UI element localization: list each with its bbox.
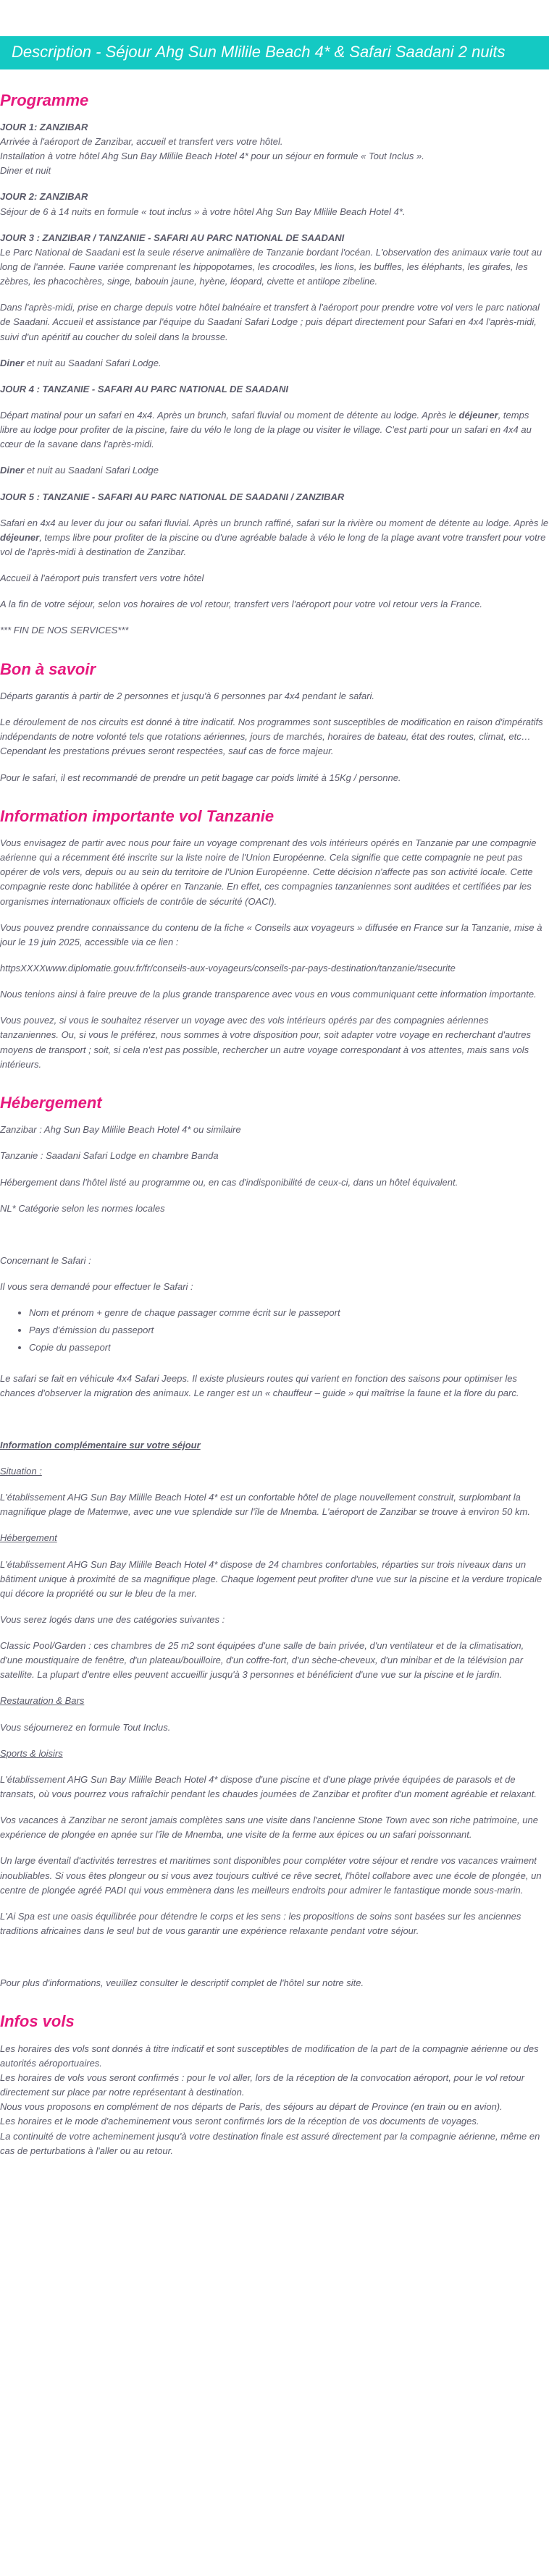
info-vol-p1: Vous envisagez de partir avec nous pour faire un voyage comprenant des vols intérieurs opérés en Tanzanie par une compagnie aérienne qui a récemment été inscrite sur la liste noire de l'Union Européenne. Cela signifie que cette compagnie ne peut pas opérer de vols vers, depuis ou au sein du territoire de l'Union Européenne. Cette décision n'affecte pas son activité locale. Cette compagnie reste donc habilitée à opérer en Tanzanie. En effet, ces compagnies tanzaniennes sont auditées et certifiées par les organismes internationaux officiels de contrôle de sécurité (OACI). <box>0 837 537 907</box>
restauration-paragraph: Vous séjournerez en formule Tout Inclus. <box>0 1721 171 1733</box>
day-4-p1-a: Départ matinal pour un safari en 4x4. Après un brunch, safari fluvial ou moment de détente au lodge. Après le <box>0 410 459 421</box>
day-3 <box>0 231 549 290</box>
day-4-dinner-text: et nuit au Saadani Safari Lodge <box>24 465 159 476</box>
sports-p3: Un large éventail d'activités terrestres et maritimes sont disponibles pour compléter votre séjour et rendre vos vacances vraiment inoubliables. Si vous êtes plongeur ou si vous avez toujours cultivé ce rêve secret, l'hôtel collabore avec une école de plongée, un centre de plongée agréé PADI qui vous emmènera dans les meilleurs endroits pour admirer le fantastique monde sous-marin. <box>0 1855 542 1896</box>
spacer <box>0 1412 549 1438</box>
list-item: • Pays d'émission du passeport <box>29 1323 549 1338</box>
list-item: • Nom et prénom + genre de chaque passager comme écrit sur le passeport <box>29 1306 549 1320</box>
safari-intro: Il vous sera demandé pour effectuer le Safari : <box>0 1280 193 1292</box>
hebergement-sub-p3: Classic Pool/Garden : ces chambres de 25 m2 sont équipées d'une salle de bain privée, d'un ventilateur et de la climatisation, d'une moustiquaire de fenêtre, d'un plateau/bouilloire, d'un coffre-fort, d'un sèche-cheveux, d'un minibar et de la télévision par satellite. La plupart d'entre elles peuvent accueillir jusqu'à 3 personnes et bénéficient d'une vue sur la piscine et le jardin. <box>0 1640 524 1681</box>
safari-requirements-list <box>0 1306 549 1355</box>
situation-title: Situation : <box>0 1465 42 1477</box>
situation-paragraph: L'établissement AHG Sun Bay Mlilile Beach Hotel 4* est un confortable hôtel de plage nouvellement construit, surplombant la magnifique plage de Matemwe, avec une vue splendide sur l'île de Mnemba. L'aéroport de Zanzibar se trouve à environ 50 km. <box>0 1492 530 1518</box>
day-3-title: JOUR 3 : ZANZIBAR / TANZANIE - SAFARI AU PARC NATIONAL DE SAADANI <box>0 232 345 243</box>
sports-p1: L'établissement AHG Sun Bay Mlilile Beach Hotel 4* dispose d'une piscine et d'une plage privée équipées de parasols et de transats, où vous pourrez vous rafraîchir pendant les chaudes journées de Zanzibar et profiter d'un moment agréable et relaxant. <box>0 1773 537 1800</box>
infos-vols-line-4: Les horaires et le mode d'acheminement vous seront confirmés lors de la réception de vos documents de voyages. <box>0 2116 479 2127</box>
infos-vols-line-1: Les horaires des vols sont donnés à titre indicatif et sont susceptibles de modification de la part de la compagnie aérienne ou des autorités aéroportuaires. <box>0 2043 539 2069</box>
day-4-paragraph-1 <box>0 408 549 452</box>
day-4-p1-b: , temps libre au lodge pour profiter de la piscine, faire du vélo le long de la plage ou visiter le village. C'est parti pour un safari en 4x4 au cœur de la savane dans l'après-midi. <box>0 410 532 450</box>
day-4-title: JOUR 4 : TANZANIE - SAFARI AU PARC NATIONAL DE SAADANI <box>0 383 288 394</box>
day-5-p1-lead: déjeuner <box>0 531 40 543</box>
bon-a-savoir-p3: Pour le safari, il est recommandé de prendre un petit bagage car poids limité à 15Kg / personne. <box>0 772 401 783</box>
day-4-p1-lead: déjeuner <box>458 410 498 421</box>
day-3-paragraph-1: Le Parc National de Saadani est la seule réserve animalière de Tanzanie bordant l'océan. L'observation des animaux varie tout au long de l'année. Faune variée comprenant les hippopotames, les crocodiles, les lions, les buffles, les éléphants, les girafes, les zèbres, les phacochères, singe, babouin jaune, hyène, léopard, civette et antilope zibeline. <box>0 246 542 287</box>
hebergement-heading: Hébergement <box>0 1093 102 1112</box>
infos-vols-heading: Infos vols <box>0 2012 75 2031</box>
list-item: • Copie du passeport <box>29 1340 549 1355</box>
programme-heading: Programme <box>0 90 89 109</box>
safari-paragraph: Le safari se fait en véhicule 4x4 Safari Jeeps. Il existe plusieurs routes qui varient en fonction des saisons pour optimiser les chances d'observer la migration des animaux. Le ranger est un « chauffeur – guide » qui maîtrise la faune et la flore du parc. <box>0 1372 519 1398</box>
infos-vols-line-3: Nous vous proposons en complément de nos départs de Paris, des séjours au départ de Province (en train ou en avion). <box>0 2101 503 2113</box>
hebergement-subtitle: Hébergement <box>0 1532 57 1544</box>
bon-a-savoir-p1: Départs garantis à partir de 2 personnes et jusqu'à 6 personnes par 4x4 pendant le safari. <box>0 690 375 701</box>
info-vol-p2: Vous pouvez prendre connaissance du contenu de la fiche « Conseils aux voyageurs » diffusée en France sur la Tanzanie, mise à jour le 19 juin 2025, accessible via ce lien : <box>0 921 542 947</box>
spacer <box>0 1228 549 1254</box>
day-3-dinner-text: et nuit au Saadani Safari Lodge. <box>24 357 162 368</box>
day-1 <box>0 120 549 179</box>
sports-p4: L'Ai Spa est une oasis équilibrée pour détendre le corps et les sens : les propositions de soins sont basées sur les anciennes traditions africaines dans le seul but de vous garantir une expérience relaxante pendant votre séjour. <box>0 1910 521 1937</box>
info-vol-link: httpsXXXXwww.diplomatie.gouv.fr/fr/conseils-aux-voyageurs/conseils-par-pays-destination/tanzanie/#securite <box>0 963 456 974</box>
hebergement-sub-p1: L'établissement AHG Sun Bay Mlilile Beach Hotel 4* dispose de 24 chambres confortables, réparties sur trois niveaux dans un bâtiment unique à proximité de sa magnifique plage. Chaque logement peut profiter d'une vue sur la piscine et la verdure tropicale qui décore la propriété ou sur le bleu de la mer. <box>0 1558 542 1599</box>
safari-title: Concernant le Safari : <box>0 1254 91 1266</box>
bon-a-savoir-p2: Le déroulement de nos circuits est donné à titre indicatif. Nos programmes sont susceptibles de modification en raison d'impératifs indépendants de notre volonté tels que rotations aériennes, jours de marchés, horaires de bateau, état des routes, climat, etc… Cependant les prestations prévues seront respectées, sauf cas de force majeur. <box>0 717 543 757</box>
day-5-p1-a: Safari en 4x4 au lever du jour ou safari fluvial. Après un brunch raffiné, safari sur la rivière ou moment de détente au lodge. Après le <box>0 517 549 528</box>
info-vol-p5: Vous pouvez, si vous le souhaitez réserver un voyage avec des vols intérieurs opérés par des compagnies aériennes tanzaniennes. Ou, si vous le préférez, nous sommes à votre disposition pour, soit adapter votre voyage en recherchant d'autres moyens de transport ; soit, si cela n'est pas possible, rechercher un autre voyage correspondant à vos attentes, mais sans vols intérieurs. <box>0 1015 532 1070</box>
day-5-paragraph-2: Accueil à l'aéroport puis transfert vers votre hôtel <box>0 573 204 584</box>
day-1-line-3: Diner et nuit <box>0 165 51 177</box>
day-2 <box>0 190 549 219</box>
infos-vols-line-5: La continuité de votre acheminement jusqu'à votre destination finale est assuré directement par la compagnie aérienne, même en cas de perturbations à l'aller ou au retour. <box>0 2130 540 2156</box>
hebergement-p4: NL* Catégorie selon les normes locales <box>0 1202 165 1214</box>
info-sejour-title: Information complémentaire sur votre séjour <box>0 1439 201 1450</box>
sports-title: Sports & loisirs <box>0 1747 63 1759</box>
day-3-dinner-lead: Diner <box>0 357 25 368</box>
day-1-line-1: Arrivée à l'aéroport de Zanzibar, accueil et transfert vers votre hôtel. <box>0 136 283 148</box>
spacer <box>0 1950 549 1976</box>
sports-p2: Vos vacances à Zanzibar ne seront jamais complètes sans une visite dans l'ancienne Stone Town avec son riche patrimoine, une expérience de plongée en apnée sur l'île de Mnemba, une visite de la ferme aux épices ou un safari poissonnant. <box>0 1815 538 1841</box>
hebergement-p3: Hébergement dans l'hôtel listé au programme ou, en cas d'indisponibilité de ceux-ci, dans un hôtel équivalent. <box>0 1176 458 1188</box>
infos-vols-line-2: Les horaires de vols vous seront confirmés : pour le vol aller, lors de la réception de la convocation aéroport, pour le vol retour directement sur place par notre représentant à destination. <box>0 2072 525 2098</box>
end-of-services: *** FIN DE NOS SERVICES*** <box>0 625 129 636</box>
day-5-p1-b: , temps libre pour profiter de la piscine ou d'une agréable balade à vélo le long de la plage avant votre transfert pour votre vol de l'après-midi à destination de Zanzibar. <box>0 531 546 557</box>
day-3-dinner <box>0 356 549 371</box>
day-5-title: JOUR 5 : TANZANIE - SAFARI AU PARC NATIONAL DE SAADANI / ZANZIBAR <box>0 491 345 502</box>
day-1-title: JOUR 1: ZANZIBAR <box>0 121 88 132</box>
hebergement-tanzanie: Tanzanie : Saadani Safari Lodge en chambre Banda <box>0 1150 219 1162</box>
day-1-line-2: Installation à votre hôtel Ahg Sun Bay Mlilile Beach Hotel 4* pour un séjour en formule « Tout Inclus ». <box>0 151 424 162</box>
day-4-dinner <box>0 463 549 478</box>
bon-a-savoir-heading: Bon à savoir <box>0 659 96 678</box>
day-2-title: JOUR 2: ZANZIBAR <box>0 191 88 203</box>
info-vol-p4: Nous tenions ainsi à faire preuve de la plus grande transparence avec vous en vous communiquant cette information importante. <box>0 989 537 1000</box>
infos-vols-block <box>0 2042 549 2158</box>
day-4-dinner-lead: Diner <box>0 465 25 476</box>
restauration-title: Restauration & Bars <box>0 1695 85 1707</box>
info-vol-tanzanie-heading: Information importante vol Tanzanie <box>0 806 274 825</box>
more-info: Pour plus d'informations, veuillez consulter le descriptif complet de l'hôtel sur notre site. <box>0 1977 364 1989</box>
page-title: Description - Séjour Ahg Sun Mlilile Beach 4* & Safari Saadani 2 nuits <box>12 43 506 61</box>
day-2-line-1: Séjour de 6 à 14 nuits en formule « tout inclus » à votre hôtel Ahg Sun Bay Mlilile Beach Hotel 4*. <box>0 206 406 217</box>
page-title-banner <box>0 36 549 69</box>
hebergement-zanzibar: Zanzibar : Ahg Sun Bay Mlilile Beach Hotel 4* ou similaire <box>0 1124 241 1136</box>
day-5-paragraph-3: A la fin de votre séjour, selon vos horaires de vol retour, transfert vers l'aéroport pour votre vol retour vers la France. <box>0 599 483 610</box>
day-3-paragraph-2: Dans l'après-midi, prise en charge depuis votre hôtel balnéaire et transfert à l'aéroport pour prendre votre vol vers le parc national de Saadani. Accueil et assistance par l'équipe du Saadani Safari Lodge ; puis départ directement pour Safari en 4x4 l'après-midi, suivi d'un apéritif au coucher du soleil dans la brousse. <box>0 302 540 342</box>
content <box>0 91 549 2158</box>
hebergement-sub-p2: Vous serez logés dans une des catégories suivantes : <box>0 1613 225 1625</box>
day-5-paragraph-1 <box>0 516 549 559</box>
